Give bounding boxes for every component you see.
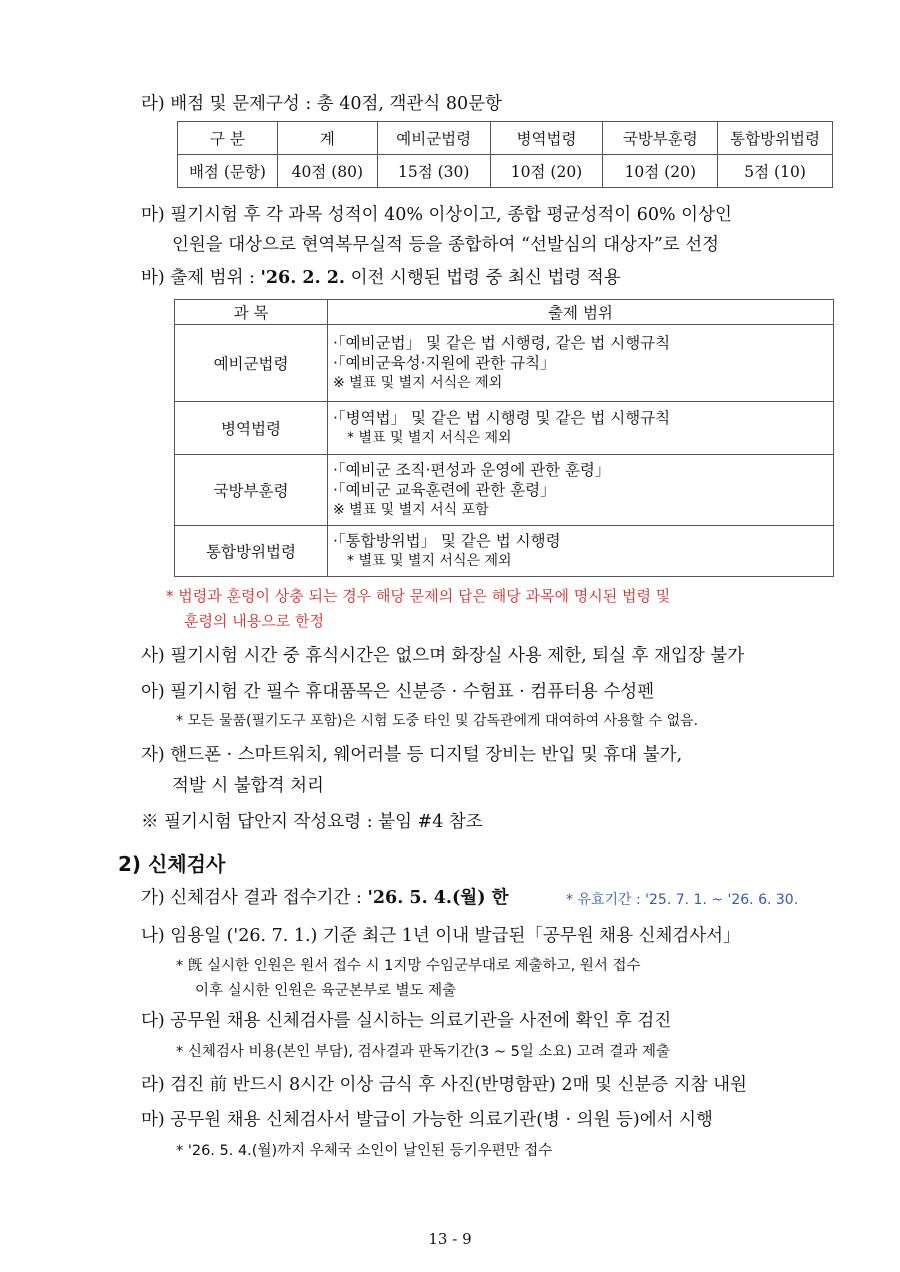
section-ba-date: '26. 2. 2.	[260, 268, 346, 288]
sec2-ra: 라) 검진 前 반드시 8시간 이상 금식 후 사진(반명함판) 2매 및 신분증 지참 내원	[141, 1075, 747, 1095]
section-a: 아) 필기시험 간 필수 휴대품목은 신분증 · 수험표 · 컴퓨터용 수성펜	[141, 682, 655, 702]
sec2-na-note-line-2: 이후 실시한 인원은 육군본부로 별도 제출	[195, 983, 457, 999]
scope-line: ·「병역법」 및 같은 법 시행령 및 같은 법 시행규칙	[333, 409, 671, 427]
scope-range	[328, 455, 834, 526]
score-table-header-row	[178, 122, 833, 155]
scope-header-subject: 과 목	[175, 300, 328, 325]
scope-row-integrated	[175, 526, 834, 577]
scope-header-range: 출제 범위	[328, 300, 834, 325]
sec2-ga-date: '26. 5. 4.(월) 한	[367, 888, 509, 908]
scope-table	[174, 299, 834, 577]
scope-row-defense	[175, 455, 834, 526]
score-header-cell: 계	[277, 122, 377, 155]
score-header-cell: 병역법령	[490, 122, 603, 155]
sec2-da: 다) 공무원 채용 신체검사를 실시하는 의료기관을 사전에 확인 후 검진	[141, 1011, 672, 1031]
sec2-na: 나) 임용일 ('26. 7. 1.) 기준 최근 1년 이내 발급된「공무원 채용 신체검사서」	[141, 926, 741, 946]
sec2-da-note: * 신체검사 비용(본인 부담), 검사결과 판독기간(3 ~ 5일 소요) 고려 결과 제출	[176, 1044, 670, 1060]
heading-physical-exam: 2) 신체검사	[118, 852, 226, 876]
scope-subject: 국방부훈령	[175, 455, 328, 526]
section-ba-suffix: 이전 시행된 법령 중 최신 법령 적용	[345, 268, 621, 288]
scope-table-header-row	[175, 300, 834, 325]
scope-line: ·「예비군 교육훈련에 관한 훈령」	[333, 481, 556, 499]
validity-note: * 유효기간 : '25. 7. 1. ~ '26. 6. 30.	[566, 892, 799, 908]
section-ma-line-1: 마) 필기시험 후 각 과목 성적이 40% 이상이고, 종합 평균성적이 60% 이상인	[141, 205, 732, 225]
score-header-cell: 통합방위법령	[718, 122, 833, 155]
score-cell: 15점 (30)	[377, 155, 490, 188]
score-cell: 10점 (20)	[490, 155, 603, 188]
conflict-note-line-1: * 법령과 훈령이 상충 되는 경우 해당 문제의 답은 해당 과목에 명시된 법령 및	[166, 587, 671, 605]
scope-line: ·「통합방위법」 및 같은 법 시행령	[333, 532, 561, 550]
scope-subject: 예비군법령	[175, 325, 328, 402]
sec2-ma-note: * '26. 5. 4.(월)까지 우체국 소인이 날인된 등기우편만 접수	[176, 1143, 553, 1159]
section-ra: 라) 배점 및 문제구성 : 총 40점, 객관식 80문항	[141, 94, 502, 114]
scope-line: ·「예비군법」 및 같은 법 시행령, 같은 법 시행규칙	[333, 334, 671, 352]
scope-line: ※ 별표 및 별지 서식 포함	[333, 502, 489, 518]
section-ja-line-1: 자) 핸드폰 · 스마트워치, 웨어러블 등 디지털 장비는 반입 및 휴대 불가,	[141, 745, 683, 765]
conflict-note-line-2: 훈령의 내용으로 한정	[184, 612, 324, 630]
score-header-cell: 구 분	[178, 122, 278, 155]
score-header-cell: 예비군법령	[377, 122, 490, 155]
scope-line: * 별표 및 별지 서식은 제외	[347, 430, 512, 446]
section-ma-line-2: 인원을 대상으로 현역복무실적 등을 종합하여 “선발심의 대상자”로 선정	[172, 235, 720, 255]
sec2-ma: 마) 공무원 채용 신체검사서 발급이 가능한 의료기관(병 · 의원 등)에서 시행	[141, 1110, 713, 1130]
section-sa: 사) 필기시험 시간 중 휴식시간은 없으며 화장실 사용 제한, 퇴실 후 재입장 불가	[141, 646, 745, 666]
scope-range	[328, 402, 834, 455]
scope-line: * 별표 및 별지 서식은 제외	[347, 553, 512, 569]
scope-row-reserve	[175, 325, 834, 402]
scope-range	[328, 325, 834, 402]
score-cell: 10점 (20)	[603, 155, 718, 188]
scope-line: ·「예비군육성·지원에 관한 규칙」	[333, 354, 556, 372]
sec2-ga-prefix: 가) 신체검사 결과 접수기간 :	[141, 888, 368, 908]
items-note: * 모든 물품(필기도구 포함)은 시험 도중 타인 및 감독관에게 대여하여 사용할 수 없음.	[176, 713, 699, 729]
section-ba	[141, 266, 621, 290]
section-ja-line-2: 적발 시 불합격 처리	[172, 776, 324, 796]
section-ba-prefix: 바) 출제 범위 :	[141, 268, 261, 288]
score-table	[177, 121, 833, 188]
page-number: 13 - 9	[428, 1230, 472, 1248]
scope-line: ·「예비군 조직·편성과 운영에 관한 훈령」	[333, 461, 611, 479]
scope-range	[328, 526, 834, 577]
scope-row-military	[175, 402, 834, 455]
scope-subject: 병역법령	[175, 402, 328, 455]
score-cell: 5점 (10)	[718, 155, 833, 188]
scope-subject: 통합방위법령	[175, 526, 328, 577]
score-cell: 40점 (80)	[277, 155, 377, 188]
sec2-na-note-line-1: * 旣 실시한 인원은 원서 접수 시 1지망 수임군부대로 제출하고, 원서 접수	[176, 958, 641, 974]
scope-line: ※ 별표 및 별지 서식은 제외	[333, 375, 503, 391]
score-table-row	[178, 155, 833, 188]
score-cell: 배점 (문항)	[178, 155, 278, 188]
score-header-cell: 국방부훈령	[603, 122, 718, 155]
answer-sheet-ref: ※ 필기시험 답안지 작성요령 : 붙임 #4 참조	[141, 812, 483, 832]
sec2-ga	[141, 886, 509, 910]
